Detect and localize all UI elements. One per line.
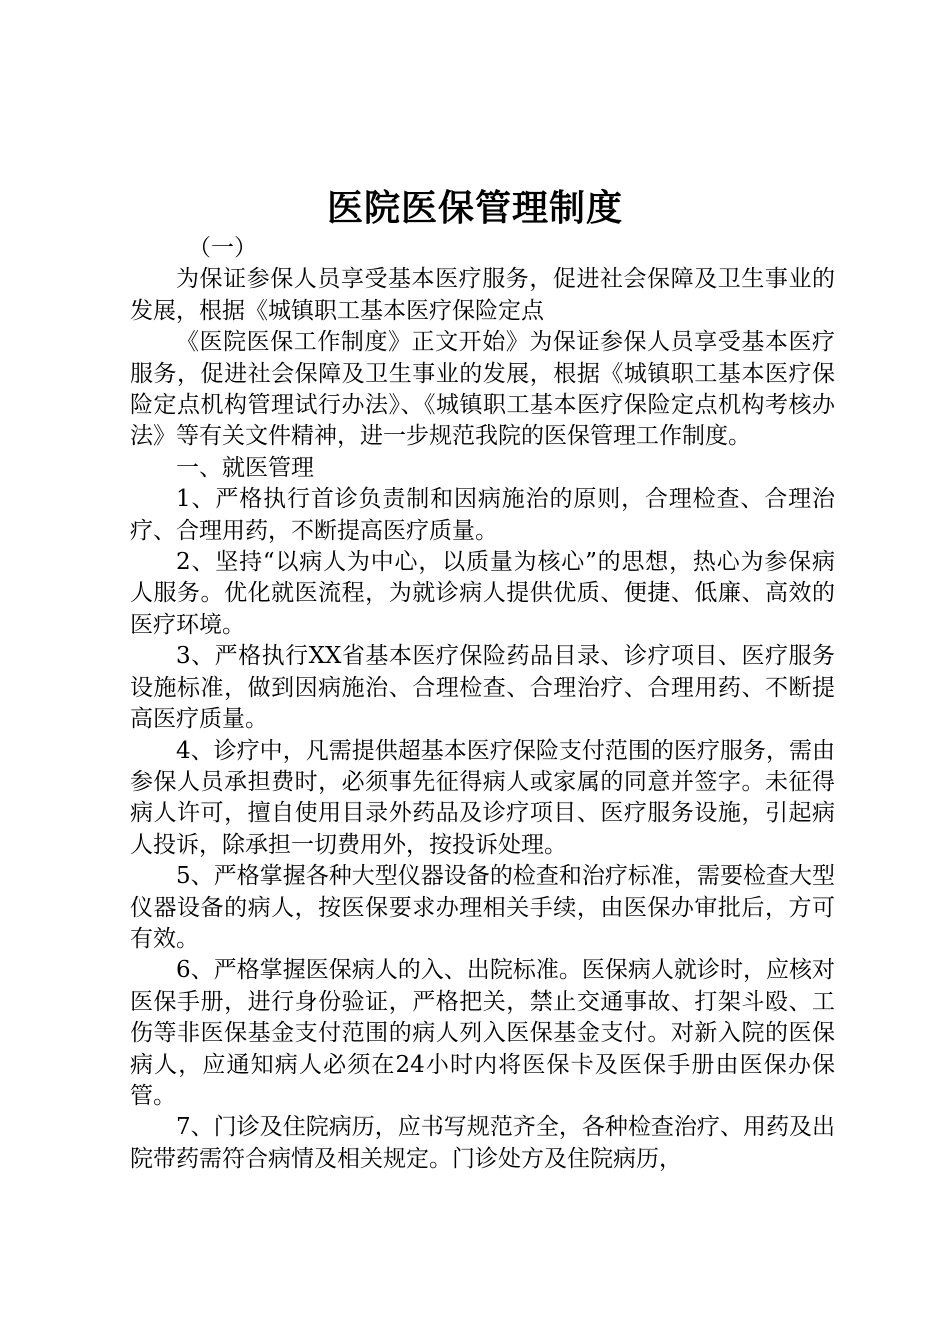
rule-item-3: 3、严格执行XX省基本医疗保险药品目录、诊疗项目、医疗服务设施标准，做到因病施治、合理检查、合理治疗、合理用药、不断提高医疗质量。 [130, 643, 835, 733]
document-body [130, 233, 835, 1175]
rule-item-2: 2、坚持“以病人为中心，以质量为核心”的思想，热心为参保病人服务。优化就医流程，为就诊病人提供优质、便捷、低廉、高效的医疗环境。 [130, 549, 835, 638]
document-title: 医院医保管理制度 [326, 187, 623, 229]
rule-item-4: 4、诊疗中，凡需提供超基本医疗保险支付范围的医疗服务，需由参保人员承担费时，必须事先征得病人或家属的同意并签字。未征得病人许可，擅自使用目录外药品及诊疗项目、医疗服务设施，引起病人投诉，除承担一切费用外，按投诉处理。 [130, 737, 835, 858]
section-number: （一） [188, 235, 257, 261]
rule-item-6: 6、严格掌握医保病人的入、出院标准。医保病人就诊时，应核对医保手册，进行身份验证，严格把关，禁止交通事故、打架斗殴、工伤等非医保基金支付范围的病人列入医保基金支付。对新入院的医保病人，应通知病人必须在24小时内将医保卡及医保手册由医保办保管。 [130, 957, 835, 1109]
rule-item-1: 1、严格执行首诊负责制和因病施治的原则，合理检查、合理治疗、合理用药，不断提高医疗质量。 [130, 486, 835, 544]
section-heading-medical-management: 一、就医管理 [176, 454, 314, 481]
rule-item-5: 5、严格掌握各种大型仪器设备的检查和治疗标准，需要检查大型仪器设备的病人，按医保要求办理相关手续，由医保办审批后，方可有效。 [130, 863, 835, 952]
intro-paragraph: 为保证参保人员享受基本医疗服务，促进社会保障及卫生事业的发展，根据《城镇职工基本医疗保险定点 [130, 266, 835, 324]
purpose-paragraph: 《医院医保工作制度》正文开始》为保证参保人员享受基本医疗服务，促进社会保障及卫生事业的发展，根据《城镇职工基本医疗保险定点机构管理试行办法》、《城镇职工基本医疗保险定点机构考核办法》等有关文件精神，进一步规范我院的医保管理工作制度。 [130, 329, 835, 450]
rule-item-7: 7、门诊及住院病历，应书写规范齐全，各种检查治疗、用药及出院带药需符合病情及相关规定。门诊处方及住院病历， [130, 1114, 835, 1172]
